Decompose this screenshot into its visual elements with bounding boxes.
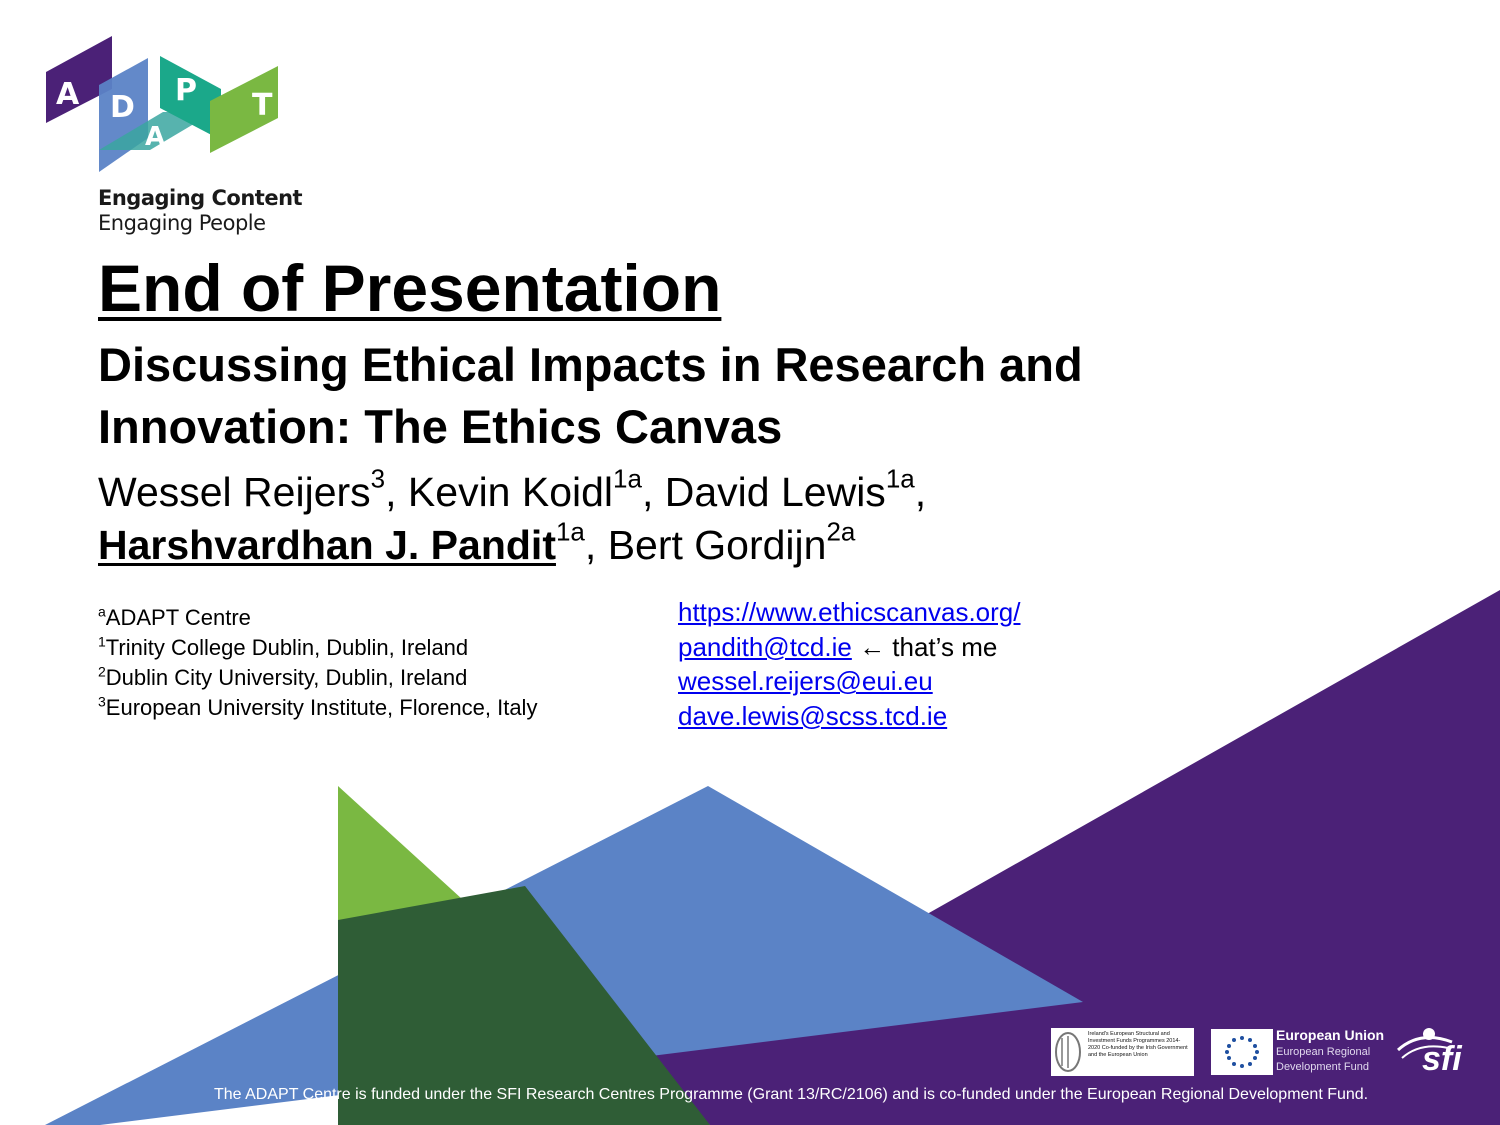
website-link[interactable]: https://www.ethicscanvas.org/ — [678, 597, 1021, 627]
affiliation-text: Trinity College Dublin, Dublin, Ireland — [105, 635, 469, 660]
author-sup: 2a — [826, 516, 856, 547]
logo-tagline-2: Engaging People — [98, 211, 266, 235]
adapt-logo — [46, 36, 278, 172]
eu-line-1: European Union — [1276, 1027, 1385, 1043]
self-note: ← that’s me — [851, 631, 998, 662]
logo-tagline-1: Engaging Content — [98, 186, 303, 210]
sfi-logo-text: sfi — [1422, 1040, 1462, 1078]
author-sup: 1a — [613, 463, 642, 494]
affiliation-sup: 2 — [98, 663, 106, 680]
author-name: Bert Gordijn — [607, 522, 827, 568]
affiliation-sup: 3 — [98, 693, 106, 710]
subtitle: Discussing Ethical Impacts in Research and Innovation: The Ethics Canvas — [98, 338, 1083, 453]
affiliation-sup: a — [98, 603, 106, 620]
email-link-lewis[interactable]: dave.lewis@scss.tcd.ie — [678, 700, 948, 731]
affiliation-sup: 1 — [98, 633, 106, 650]
logo-letter-d: D — [110, 90, 135, 125]
logo-letter-p: P — [175, 73, 197, 108]
affiliation-text: ADAPT Centre — [105, 605, 251, 630]
email-link-pandit[interactable]: pandith@tcd.ie — [678, 631, 852, 662]
email-link-reijers[interactable]: wessel.reijers@eui.eu — [678, 666, 933, 696]
affiliation-item — [98, 603, 537, 633]
eu-flag-icon — [1211, 1029, 1273, 1075]
presenter-name: Harshvardhan J. Pandit — [98, 522, 556, 568]
eu-line-3: Development Fund — [1276, 1061, 1369, 1073]
author-name: Wessel Reijers — [98, 469, 371, 515]
eu-line-2: European Regional — [1276, 1046, 1371, 1058]
logo-letter-a2: A — [145, 122, 166, 152]
page-title: End of Presentation — [98, 251, 722, 325]
ireland-funds-text: Ireland's European Structural and Investment Funds Programmes 2014-2020 Co-funded by the Irish Government and the European Union — [1088, 1031, 1188, 1058]
logo-letter-t: T — [252, 88, 273, 123]
footer-funding-note: The ADAPT Centre is funded under the SFI Research Centres Programme (Grant 13/RC/2106) and is co-funded under the European Regional Development Fund. — [214, 1086, 1369, 1103]
eu-funder-text — [1276, 1028, 1384, 1075]
affiliation-text: European University Institute, Florence, Italy — [105, 695, 538, 720]
author-sup: 1a — [555, 516, 585, 547]
contact-links — [678, 595, 1020, 733]
affiliation-item — [98, 633, 537, 663]
affiliation-text: Dublin City University, Dublin, Ireland — [105, 665, 468, 690]
author-list — [98, 463, 927, 572]
author-line-1: Wessel Reijers$^3$, Kevin Koidl$^{1a}$, David Lewis$^{1a}$, — [98, 463, 927, 515]
affiliation-item — [98, 663, 537, 693]
affiliation-list — [98, 603, 537, 723]
author-name: Kevin Koidl — [407, 469, 614, 515]
author-name: David Lewis — [664, 469, 886, 515]
author-sup: 3 — [370, 463, 386, 494]
logo-letter-a: A — [56, 77, 80, 112]
affiliation-item — [98, 693, 537, 723]
author-line-2: Harshvardhan J. Pandit$^{1a}$, Bert Gordijn$^{2a}$ — [98, 516, 856, 568]
author-sup: 1a — [885, 463, 915, 494]
